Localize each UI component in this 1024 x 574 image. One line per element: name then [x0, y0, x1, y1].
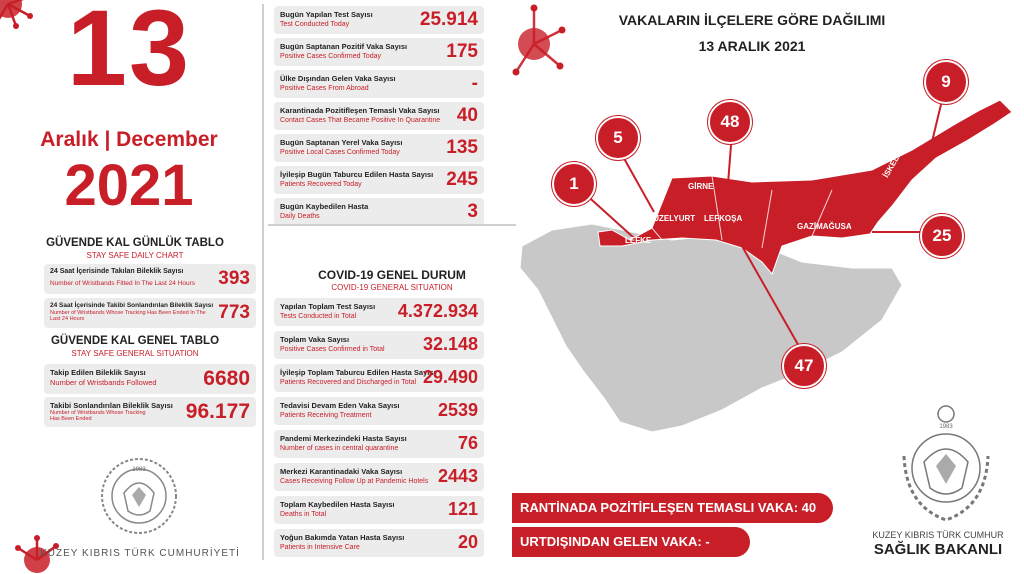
- stat-row: [274, 463, 484, 491]
- general-row: [44, 397, 256, 427]
- row-sublabel: Number of Wristbands Whose Tracking Has Been Ended In The Last 24 Hours: [50, 310, 206, 323]
- row-sublabel: Patients Receiving Treatment: [280, 412, 372, 419]
- row-sublabel: Number of Wristbands Fitted In The Last 24 Hours: [50, 280, 195, 287]
- district-count-badge: 25: [920, 214, 964, 258]
- general-subtitle: COVID-19 GENERAL SITUATION: [331, 283, 453, 292]
- row-label: 24 Saat İçerisinde Takılan Bileklik Sayısı: [50, 268, 184, 275]
- ministry-seal-icon: [888, 396, 1004, 526]
- row-sublabel: Number of Wristbands Whose Tracking Has Been Ended: [50, 410, 146, 423]
- row-label: Bugün Kaybedilen Hasta: [280, 202, 369, 211]
- stat-row: [274, 298, 484, 326]
- left-footer-text: KUZEY KIBRIS TÜRK CUMHURİYETİ: [40, 548, 240, 559]
- row-label: Pandemi Merkezindeki Hasta Sayısı: [280, 434, 407, 443]
- row-value: 135: [446, 137, 478, 158]
- row-sublabel: Patients Recovered Today: [280, 181, 362, 188]
- column-divider: [262, 4, 264, 560]
- row-value: 121: [447, 499, 478, 519]
- row-sublabel: Patients in Intensive Care: [280, 544, 360, 551]
- row-label: Tedavisi Devam Eden Vaka Sayısı: [280, 401, 400, 410]
- row-value: 2539: [437, 400, 478, 420]
- seal-year: 1983: [939, 424, 953, 430]
- district-count-badge: 48: [708, 100, 752, 144]
- general-table-subtitle: STAY SAFE GENERAL SITUATION: [71, 349, 199, 358]
- stat-row: [274, 134, 484, 162]
- district-count-badge: 1: [552, 162, 596, 206]
- row-sublabel: Number of cases in central quarantine: [280, 445, 399, 452]
- row-sublabel: Daily Deaths: [280, 213, 320, 220]
- row-sublabel: Cases Receiving Follow Up at Pandemic Hotels: [280, 478, 429, 485]
- ministry-name-top: KUZEY KIBRIS TÜRK CUMHUR: [872, 530, 1004, 540]
- stat-row: [274, 364, 484, 392]
- row-value: 76: [457, 433, 478, 453]
- general-title: COVID-19 GENEL DURUM: [318, 268, 466, 282]
- district-label: GİRNE: [688, 182, 714, 191]
- abroad-banner: URTDIŞINDAN GELEN VAKA: -: [512, 527, 750, 557]
- row-value: 175: [446, 41, 478, 62]
- daily-chart-title: GÜVENDE KAL GÜNLÜK TABLO: [46, 237, 224, 249]
- row-value: 32.148: [422, 334, 478, 354]
- row-label: Ülke Dışından Gelen Vaka Sayısı: [280, 74, 396, 83]
- row-sublabel: Number of Wristbands Followed: [50, 378, 157, 387]
- row-label: Bugün Yapılan Test Sayısı: [280, 10, 373, 19]
- row-label: 24 Saat İçerisinde Takibi Sonlandırılan Bileklik Sayısı: [50, 302, 214, 309]
- district-count-badge: 9: [924, 60, 968, 104]
- middle-panel: [268, 0, 516, 566]
- stat-row: [274, 166, 484, 194]
- row-value: 20: [457, 532, 478, 552]
- map-date: 13 ARALIK 2021: [698, 38, 806, 54]
- row-label: Merkezi Karantinadaki Vaka Sayısı: [280, 467, 403, 476]
- row-sublabel: Patients Recovered and Discharged in Total: [280, 379, 417, 386]
- row-value: 773: [218, 302, 250, 323]
- stat-row: [274, 70, 484, 98]
- row-label: Takip Edilen Bileklik Sayısı: [50, 368, 146, 377]
- row-value: 245: [446, 169, 478, 190]
- daily-row: [44, 298, 256, 328]
- row-value: 2443: [437, 466, 478, 486]
- row-sublabel: Positive Local Cases Confirmed Today: [280, 149, 400, 156]
- row-label: Toplam Kaybedilen Hasta Sayısı: [280, 500, 395, 509]
- row-label: İyileşip Toplam Taburcu Edilen Hasta Sayısı: [280, 368, 436, 377]
- district-count-badge: 47: [782, 344, 826, 388]
- map-title: VAKALARIN İLÇELERE GÖRE DAĞILIMI: [618, 12, 886, 28]
- year-label: 2021: [64, 153, 194, 218]
- stat-row: [274, 38, 484, 66]
- stat-row: [274, 397, 484, 425]
- row-label: Yoğun Bakımda Yatan Hasta Sayısı: [280, 533, 405, 542]
- stat-row: [274, 529, 484, 557]
- row-value: 25.914: [419, 9, 478, 30]
- left-panel: [0, 0, 258, 566]
- row-value: 96.177: [185, 400, 250, 423]
- day-number: 13: [66, 0, 192, 108]
- district-count-badge: 5: [596, 116, 640, 160]
- row-label: Toplam Vaka Sayısı: [280, 335, 350, 344]
- stat-row: [274, 102, 484, 130]
- daily-row: [44, 264, 256, 294]
- row-value: 29.490: [422, 367, 478, 387]
- stat-row: [274, 496, 484, 524]
- district-label: LEFKOŞA: [704, 214, 743, 223]
- section-divider: [268, 224, 516, 226]
- quarantine-banner: RANTİNADA POZİTİFLEŞEN TEMASLI VAKA: 40: [512, 493, 833, 523]
- map-panel: [512, 0, 1024, 566]
- district-label: GAZİMAĞUSA: [797, 222, 852, 231]
- stat-row: [274, 331, 484, 359]
- general-table-title: GÜVENDE KAL GENEL TABLO: [50, 335, 220, 347]
- row-sublabel: Positive Cases Confirmed Today: [280, 53, 382, 60]
- seal-year: 1983: [132, 467, 146, 473]
- stat-row: [274, 198, 484, 226]
- district-label: İSKELE: [881, 149, 904, 180]
- row-label: Takibi Sonlandırılan Bileklik Sayısı: [50, 401, 173, 410]
- row-sublabel: Positive Cases Confirmed in Total: [280, 346, 385, 353]
- row-label: Bugün Saptanan Yerel Vaka Sayısı: [280, 138, 403, 147]
- row-label: Karantinada Pozitifleşen Temaslı Vaka Sayısı: [280, 106, 440, 115]
- row-sublabel: Test Conducted Today: [280, 21, 350, 28]
- row-label: Bugün Saptanan Pozitif Vaka Sayısı: [280, 42, 408, 51]
- row-label: İyileşip Bugün Taburcu Edilen Hasta Sayısı: [280, 170, 434, 179]
- row-value: 4.372.934: [397, 301, 478, 321]
- stat-row: [274, 6, 484, 34]
- row-sublabel: Positive Cases From Abroad: [280, 85, 369, 92]
- row-value: 3: [467, 201, 478, 222]
- district-label: GÜZELYURT: [647, 214, 696, 223]
- row-label: Yapılan Toplam Test Sayısı: [280, 302, 376, 311]
- ministry-name: SAĞLIK BAKANLI: [873, 541, 1003, 558]
- row-sublabel: Tests Conducted in Total: [280, 313, 357, 320]
- month-label: Aralık | December: [40, 128, 218, 151]
- general-row: [44, 364, 256, 394]
- stat-row: [274, 430, 484, 458]
- row-value: 40: [456, 105, 478, 126]
- row-sublabel: Deaths in Total: [280, 511, 327, 518]
- row-value: 6680: [203, 367, 250, 390]
- row-value: -: [471, 73, 478, 94]
- daily-chart-subtitle: STAY SAFE DAILY CHART: [86, 251, 184, 260]
- district-label: LEFKE: [625, 236, 652, 245]
- row-value: 393: [218, 268, 250, 289]
- row-sublabel: Contact Cases That Became Positive In Quarantine: [280, 117, 441, 124]
